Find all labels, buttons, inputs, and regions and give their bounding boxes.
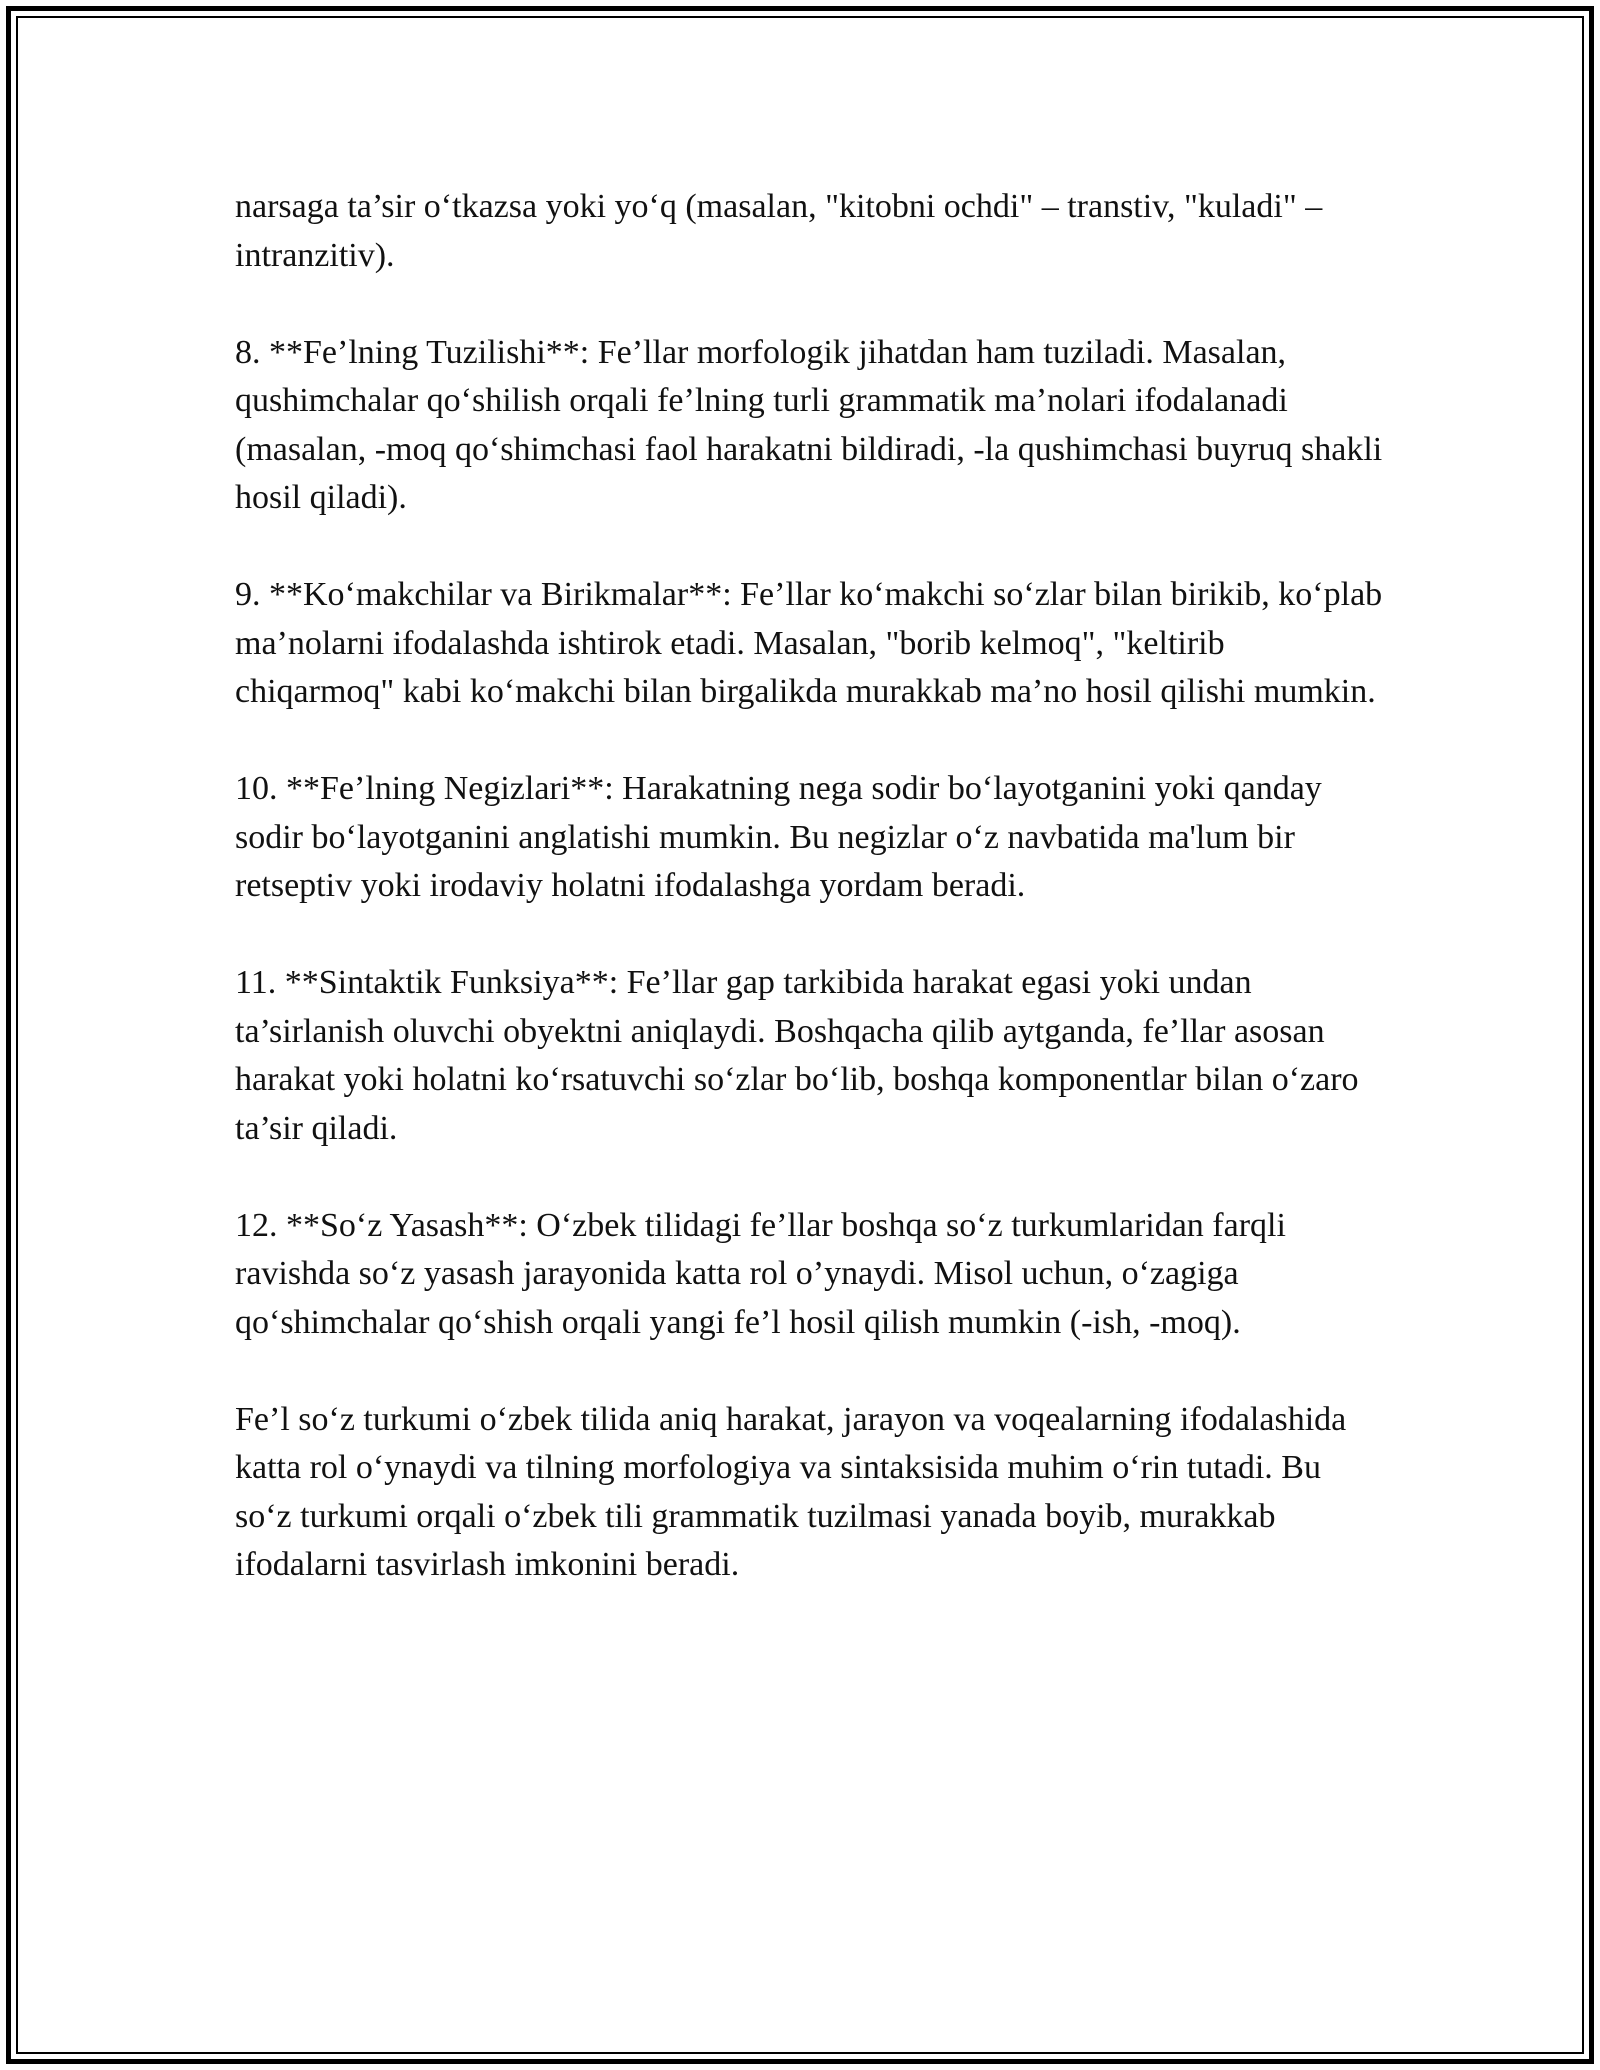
- paragraph-conclusion: Fe’l so‘z turkumi o‘zbek tilida aniq harakat, jarayon va voqealarning ifodalashida katta rol o‘ynaydi va tilning morfologiya va sintaksisida muhim o‘rin tutadi. Bu so‘z turkumi orqali o‘zbek tili grammatik tuzilmasi yanada boyib, murakkab ifodalarni tasvirlash imkonini beradi.: [235, 1400, 1347, 1583]
- document-body: [235, 183, 1385, 1590]
- paragraph-9-auxiliaries: 9. **Ko‘makchilar va Birikmalar**: Fe’llar ko‘makchi so‘zlar bilan birikib, ko‘plab ma’nolarni ifodalashda ishtirok etadi. Masalan, "borib kelmoq", "keltirib chiqarmoq" kabi ko‘makchi bilan birgalikda murakkab ma’no hosil qilishi mumkin.: [235, 576, 1383, 710]
- paragraph-continuation: narsaga ta’sir o‘tkazsa yoki yo‘q (masalan, "kitobni ochdi" – transtiv, "kuladi" – intranzitiv).: [235, 188, 1323, 274]
- paragraph-8-verb-structure: 8. **Fe’lning Tuzilishi**: Fe’llar morfologik jihatdan ham tuziladi. Masalan, qushimchalar qo‘shilish orqali fe’lning turli grammatik ma’nolari ifodalanadi (masalan, -moq qo‘shimchasi faol harakatni bildiradi, -la qushimchasi buyruq shakli hosil qiladi).: [235, 333, 1383, 516]
- paragraph-12-word-formation: 12. **So‘z Yasash**: O‘zbek tilidagi fe’llar boshqa so‘z turkumlaridan farqli ravishda so‘z yasash jarayonida katta rol o’ynaydi. Misol uchun, o‘zagiga qo‘shimchalar qo‘shish orqali yangi fe’l hosil qilish mumkin (-ish, -moq).: [235, 1206, 1286, 1341]
- paragraph-10-verb-stems: 10. **Fe’lning Negizlari**: Harakatning nega sodir bo‘layotganini yoki qanday sodir bo‘layotganini anglatishi mumkin. Bu negizlar o‘z navbatida ma'lum bir retseptiv yoki irodaviy holatni ifodalashga yordam beradi.: [235, 770, 1322, 904]
- paragraph-11-syntactic-function: 11. **Sintaktik Funksiya**: Fe’llar gap tarkibida harakat egasi yoki undan ta’sirlanish oluvchi obyektni aniqlaydi. Boshqacha qilib aytganda, fe’llar asosan harakat yoki holatni ko‘rsatuvchi so‘zlar bo‘lib, boshqa komponentlar bilan o‘zaro ta’sir qiladi.: [235, 964, 1359, 1147]
